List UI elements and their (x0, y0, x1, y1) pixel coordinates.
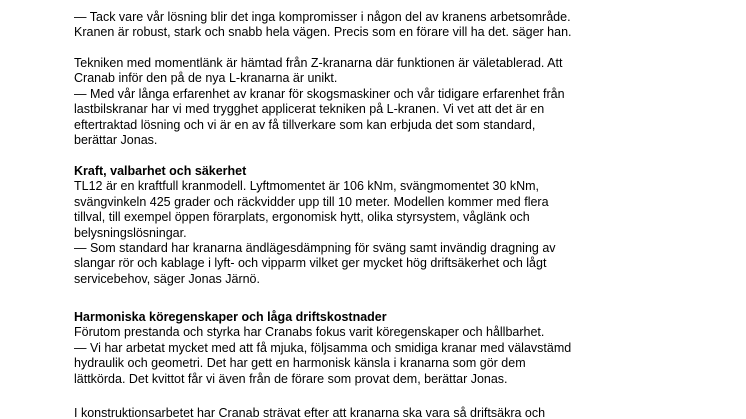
text-line: — Med vår långa erfarenhet av kranar för skogsmaskiner och vår tidigare erfarenhet från (74, 86, 565, 101)
kraft-section (74, 164, 556, 287)
text-line: slangar rör och kablage i lyft- och vipparm vilket ger mycket hög driftsäkerhet och lågt (74, 256, 547, 271)
text-line: lastbilskranar har vi med trygghet applicerat tekniken på L-kranen. Vi vet att det är en (74, 102, 545, 117)
text-line: Kranen är robust, stark och snabb hela vägen. Precis som en förare vill ha det. säger han. (74, 25, 572, 40)
text-line: lättkörda. Det kvittot får vi även från de förare som provat dem, berättar Jonas. (74, 371, 508, 386)
intro-quote-paragraph (74, 10, 572, 41)
text-line: I konstruktionsarbetet har Cranab strävat efter att kranarna ska vara så driftsäkra och (74, 406, 546, 419)
text-line: eftertraktad lösning och vi är en av få tillverkare som kan erbjuda det som standard, (74, 117, 536, 132)
text-line: tillval, till exempel öppen förarplats, ergonomisk hytt, olika styrsystem, våglänk och (74, 210, 530, 225)
konstruktion-paragraph (74, 406, 545, 419)
text-line: Förutom prestanda och styrka har Cranabs fokus varit köregenskaper och hållbarhet. (74, 325, 545, 340)
text-line: Tekniken med momentlänk är hämtad från Z-kranarna där funktionen är väletablerad. Att (74, 56, 563, 70)
text-line: — Tack vare vår lösning blir det inga kompromisser i någon del av kranens arbetsområde. (74, 10, 571, 24)
text-line: Cranab inför den på de nya L-kranarna är unikt. (74, 71, 338, 86)
text-line: servicebehov, säger Jonas Järnö. (74, 271, 260, 286)
momentlank-paragraph (74, 56, 565, 148)
koregenskaper-section (74, 310, 571, 387)
text-line: TL12 är en kraftfull kranmodell. Lyftmomentet är 106 kNm, svängmomentet 30 kNm, (74, 179, 540, 194)
text-line: berättar Jonas. (74, 132, 158, 147)
text-line: svängvinkeln 425 grader och räckvidder upp till 10 meter. Modellen kommer med flera (74, 194, 549, 209)
text-line: — Vi har arbetat mycket med att få mjuka, följsamma och smidiga kranar med välavstämd (74, 340, 572, 355)
section-heading: Harmoniska köregenskaper och låga driftskostnader (74, 310, 387, 324)
text-line: hydraulik och geometri. Det har gett en harmonisk känsla i kranarna som gör dem (74, 356, 526, 371)
section-heading: Kraft, valbarhet och säkerhet (74, 164, 247, 178)
text-line: — Som standard har kranarna ändlägesdämpning för sväng samt invändig dragning av (74, 240, 556, 255)
text-line: belysningslösningar. (74, 225, 187, 240)
